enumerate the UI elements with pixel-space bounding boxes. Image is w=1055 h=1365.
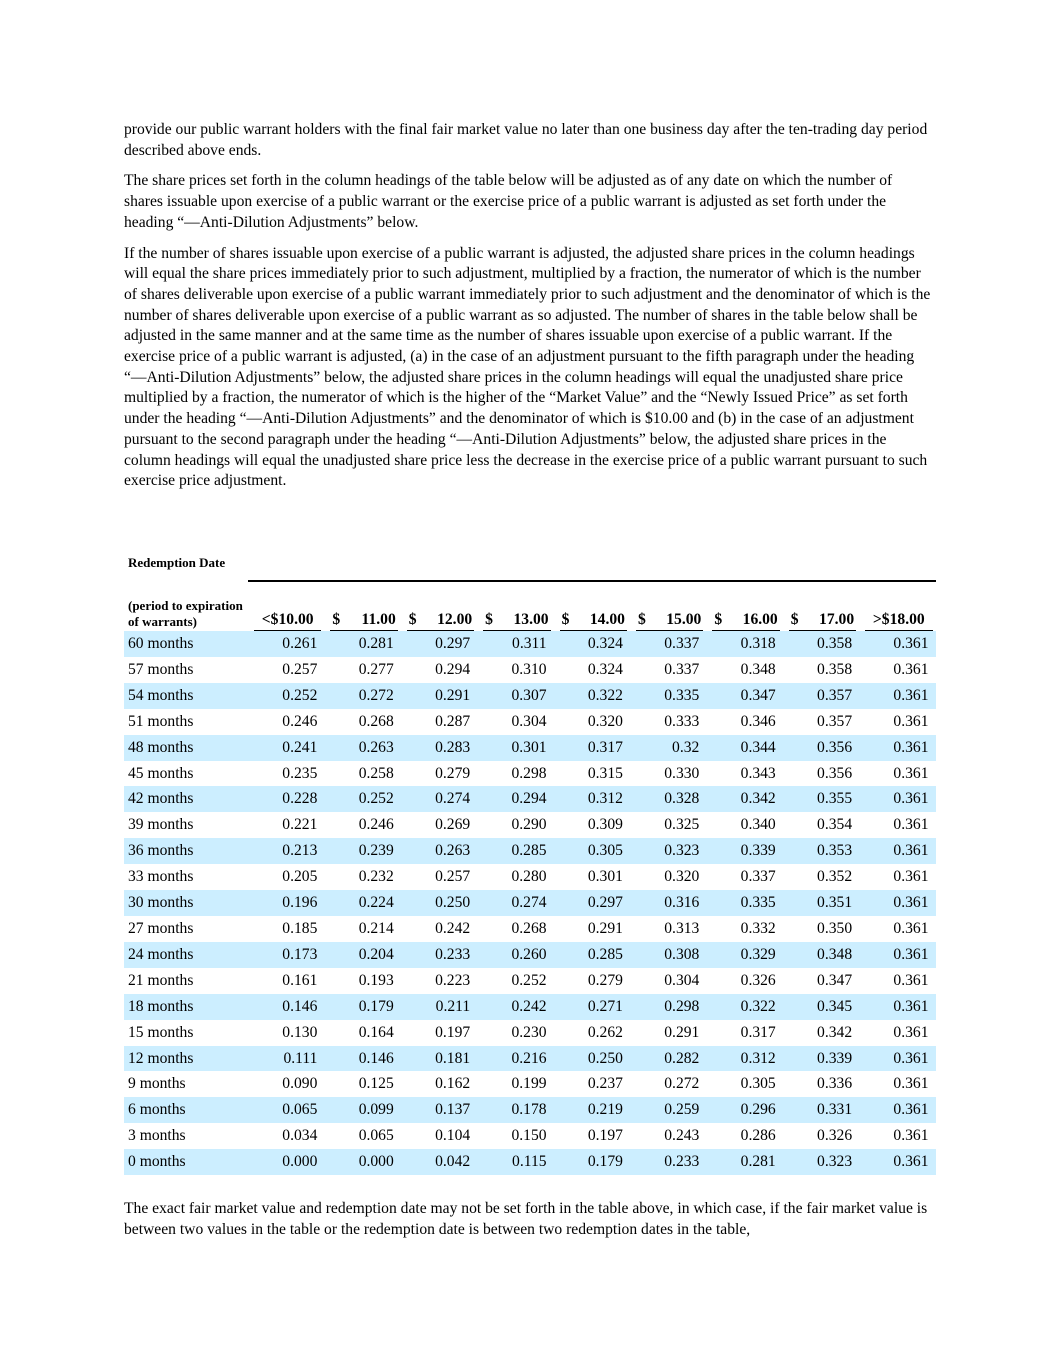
value-cell: 0.250 (401, 890, 477, 916)
value-cell: 0.361 (893, 868, 929, 886)
price-header-0 (248, 581, 324, 631)
value-cell: 0.179 (324, 994, 400, 1020)
table-row (124, 1071, 936, 1097)
redemption-date-cell: 24 months (124, 942, 248, 968)
header-top-row (124, 553, 936, 581)
redemption-date-cell: 51 months (128, 712, 194, 730)
price-amount: 15.00 (666, 611, 702, 628)
value-cell: 0.286 (740, 1127, 776, 1145)
value-cell: 0.310 (511, 660, 547, 678)
value-cell: 0.221 (282, 816, 318, 834)
value-cell: 0.301 (477, 735, 553, 761)
value-cell: 0.252 (324, 786, 400, 812)
value-cell: 0.246 (358, 816, 394, 834)
value-cell: 0.285 (477, 838, 553, 864)
redemption-date-cell: 48 months (124, 735, 248, 761)
value-cell: 0.277 (358, 660, 394, 678)
value-cell: 0.173 (248, 942, 324, 968)
table-row (124, 890, 936, 916)
value-cell: 0.000 (324, 1149, 400, 1175)
value-cell: 0.280 (511, 868, 547, 886)
redemption-date-cell: 42 months (124, 786, 248, 812)
value-cell: 0.246 (282, 712, 318, 730)
value-cell: 0.193 (358, 971, 394, 989)
value-cell: 0.323 (630, 838, 706, 864)
value-cell: 0.331 (783, 1097, 859, 1123)
document-body (124, 120, 932, 502)
value-cell: 0.161 (282, 971, 318, 989)
value-cell: 0.345 (783, 994, 859, 1020)
value-cell: 0.297 (401, 631, 477, 657)
value-cell: 0.252 (248, 683, 324, 709)
value-cell: 0.339 (706, 838, 782, 864)
value-cell: 0.281 (324, 631, 400, 657)
value-cell: 0.305 (554, 838, 630, 864)
table-row (124, 1046, 936, 1072)
value-cell: 0.243 (664, 1127, 700, 1145)
value-cell: 0.317 (740, 1023, 776, 1041)
value-cell: 0.279 (587, 971, 623, 989)
value-cell: 0.361 (859, 1149, 935, 1175)
table-row (124, 812, 936, 838)
header-price-row (124, 581, 936, 631)
value-cell: 0.355 (783, 786, 859, 812)
value-cell: 0.301 (587, 868, 623, 886)
value-cell: 0.150 (511, 1127, 547, 1145)
redemption-date-cell: 30 months (124, 890, 248, 916)
value-cell: 0.235 (282, 764, 318, 782)
value-cell: 0.318 (706, 631, 782, 657)
table-row (124, 1149, 936, 1175)
value-cell: 0.233 (401, 942, 477, 968)
value-cell: 0.361 (859, 1046, 935, 1072)
dollar-sign: $ (714, 611, 723, 628)
redemption-date-cell: 36 months (124, 838, 248, 864)
value-cell: 0.197 (587, 1127, 623, 1145)
redemption-date-cell: 54 months (124, 683, 248, 709)
table-row (124, 761, 936, 787)
value-cell: 0.309 (587, 816, 623, 834)
value-cell: 0.205 (282, 868, 318, 886)
value-cell: 0.228 (248, 786, 324, 812)
value-cell: 0.279 (435, 764, 471, 782)
redemption-date-cell: 57 months (128, 660, 194, 678)
price-header-value (560, 611, 627, 631)
price-header-value (789, 611, 856, 631)
value-cell: 0.196 (248, 890, 324, 916)
price-amount: <$10.00 (261, 611, 314, 628)
value-cell: 0.042 (401, 1149, 477, 1175)
value-cell: 0.361 (893, 660, 929, 678)
value-cell: 0.034 (282, 1127, 318, 1145)
value-cell: 0.358 (817, 660, 853, 678)
value-cell: 0.342 (817, 1023, 853, 1041)
value-cell: 0.130 (282, 1023, 318, 1041)
redemption-date-cell: 15 months (128, 1023, 194, 1041)
value-cell: 0.294 (435, 660, 471, 678)
value-cell: 0.263 (401, 838, 477, 864)
value-cell: 0.361 (859, 786, 935, 812)
closing-paragraph: The exact fair market value and redemption date may not be set forth in the table above, in which case, if the fair market value is between two values in the table or the redemption date is between two redemption dates in the table, (124, 1200, 928, 1238)
value-cell: 0.335 (706, 890, 782, 916)
value-cell: 0.324 (587, 660, 623, 678)
table-row (124, 942, 936, 968)
price-amount: 11.00 (361, 611, 396, 628)
redemption-date-cell: 33 months (128, 868, 194, 886)
value-cell: 0.281 (706, 1149, 782, 1175)
value-cell: 0.250 (554, 1046, 630, 1072)
paragraph-2: The share prices set forth in the column headings of the table below will be adjusted as of any date on which the number of shares issuable upon exercise of a public warrant or the exercise price of a public warrant is adjusted as set forth under the heading “—Anti-Dilution Adjustments” below. (124, 172, 893, 231)
value-cell: 0.313 (664, 919, 700, 937)
value-cell: 0.361 (859, 735, 935, 761)
value-cell: 0.312 (706, 1046, 782, 1072)
value-cell: 0.241 (248, 735, 324, 761)
value-cell: 0.164 (358, 1023, 394, 1041)
value-cell: 0.357 (783, 683, 859, 709)
price-header-value (483, 611, 550, 631)
value-cell: 0.104 (435, 1127, 471, 1145)
table-body (124, 631, 936, 1175)
value-cell: 0.242 (435, 919, 471, 937)
value-cell: 0.326 (740, 971, 776, 989)
table-row (124, 657, 936, 683)
value-cell: 0.361 (893, 1127, 929, 1145)
table-row (124, 631, 936, 657)
price-amount: 14.00 (589, 611, 625, 628)
value-cell: 0.283 (401, 735, 477, 761)
value-cell: 0.353 (783, 838, 859, 864)
value-cell: 0.361 (893, 712, 929, 730)
dollar-sign: $ (790, 611, 799, 628)
dollar-sign: $ (561, 611, 570, 628)
value-cell: 0.361 (859, 942, 935, 968)
value-cell: 0.316 (630, 890, 706, 916)
value-cell: 0.308 (630, 942, 706, 968)
value-cell: 0.233 (630, 1149, 706, 1175)
value-cell: 0.324 (554, 631, 630, 657)
value-cell: 0.336 (817, 1075, 853, 1093)
value-cell: 0.065 (248, 1097, 324, 1123)
table-row (124, 786, 936, 812)
dollar-sign: $ (332, 611, 341, 628)
value-cell: 0.304 (664, 971, 700, 989)
value-cell: 0.358 (783, 631, 859, 657)
value-cell: 0.339 (783, 1046, 859, 1072)
value-cell: 0.125 (358, 1075, 394, 1093)
paragraph-3: If the number of shares issuable upon exercise of a public warrant is adjusted, the adjusted share prices in the column headings will equal the share prices immediately prior to such adjustment, multiplied by a fraction, the numerator of which is the number of shares deliverable upon exercise of a public warrant immediately prior to such adjustment and the denominator of which is the number of shares deliverable upon exercise of a public warrant as so adjusted. The number of shares in the table below shall be adjusted in the same manner and at the same time as the number of shares issuable upon exercise of a public warrant. If the exercise price of a public warrant is adjusted, (a) in the case of an adjustment pursuant to the fifth paragraph under the heading “—Anti-Dilution Adjustments” below, the adjusted share prices in the column headings will equal the unadjusted share price multiplied by a fraction, the numerator of which is the higher of the “Market Value” and the “Newly Issued Price” as set forth under the heading “—Anti-Dilution Adjustments” and the denominator of which is $10.00 and (b) in the case of an adjustment pursuant to the second paragraph under the heading “—Anti-Dilution Adjustments” below, the adjusted share prices in the column headings will equal the unadjusted share price less the decrease in the exercise price of a public warrant pursuant to such exercise price adjustment. (124, 244, 931, 490)
value-cell: 0.272 (324, 683, 400, 709)
value-cell: 0.361 (893, 1023, 929, 1041)
value-cell: 0.287 (435, 712, 471, 730)
price-amount: 17.00 (819, 611, 855, 628)
value-cell: 0.263 (324, 735, 400, 761)
value-cell: 0.291 (587, 919, 623, 937)
value-cell: 0.361 (893, 764, 929, 782)
value-cell: 0.356 (817, 764, 853, 782)
table-row (124, 1123, 936, 1149)
value-cell: 0.223 (435, 971, 471, 989)
table-row (124, 1020, 936, 1046)
value-cell: 0.065 (358, 1127, 394, 1145)
table-row (124, 994, 936, 1020)
value-cell: 0.361 (893, 919, 929, 937)
value-cell: 0.361 (859, 838, 935, 864)
value-cell: 0.342 (706, 786, 782, 812)
value-cell: 0.199 (511, 1075, 547, 1093)
value-cell: 0.211 (401, 994, 477, 1020)
redemption-date-cell: 0 months (124, 1149, 248, 1175)
value-cell: 0.137 (401, 1097, 477, 1123)
value-cell: 0.224 (324, 890, 400, 916)
redemption-date-cell: 3 months (128, 1127, 186, 1145)
value-cell: 0.259 (630, 1097, 706, 1123)
value-cell: 0.351 (783, 890, 859, 916)
redemption-date-cell: 39 months (128, 816, 194, 834)
redemption-date-cell: 18 months (124, 994, 248, 1020)
price-header-3 (477, 581, 553, 631)
value-cell: 0.257 (435, 868, 471, 886)
value-cell: 0.291 (401, 683, 477, 709)
table-row (124, 838, 936, 864)
table-row (124, 1097, 936, 1123)
redemption-date-cell: 6 months (124, 1097, 248, 1123)
value-cell: 0.361 (859, 631, 935, 657)
redemption-date-cell: 21 months (128, 971, 194, 989)
dollar-sign: $ (485, 611, 493, 628)
value-cell: 0.197 (435, 1023, 471, 1041)
value-cell: 0.213 (248, 838, 324, 864)
value-cell: 0.325 (664, 816, 700, 834)
price-header-8 (859, 581, 935, 631)
value-cell: 0.268 (358, 712, 394, 730)
redemption-date-cell: 27 months (128, 919, 194, 937)
price-header-value (865, 611, 932, 631)
table-row (124, 968, 936, 994)
redemption-date-cell: 9 months (128, 1075, 186, 1093)
value-cell: 0.237 (587, 1075, 623, 1093)
value-cell: 0.361 (859, 683, 935, 709)
value-cell: 0.214 (358, 919, 394, 937)
price-header-7 (783, 581, 859, 631)
value-cell: 0.312 (554, 786, 630, 812)
value-cell: 0.282 (630, 1046, 706, 1072)
header-label-sub: (period to expiration of warrants) (128, 598, 243, 629)
table-row (124, 683, 936, 709)
value-cell: 0.348 (740, 660, 776, 678)
dollar-sign: $ (408, 611, 417, 628)
value-cell: 0.330 (664, 764, 700, 782)
value-cell: 0.099 (324, 1097, 400, 1123)
value-cell: 0.361 (893, 1075, 929, 1093)
redemption-date-cell: 12 months (124, 1046, 248, 1072)
value-cell: 0.230 (511, 1023, 547, 1041)
value-cell: 0.361 (859, 1097, 935, 1123)
price-header-value (636, 611, 703, 631)
value-cell: 0.262 (587, 1023, 623, 1041)
price-header-2 (401, 581, 477, 631)
value-cell: 0.361 (859, 994, 935, 1020)
value-cell: 0.332 (740, 919, 776, 937)
redemption-date-cell: 45 months (128, 764, 194, 782)
redemption-date-cell: 60 months (124, 631, 248, 657)
value-cell: 0.348 (783, 942, 859, 968)
value-cell: 0.343 (740, 764, 776, 782)
value-cell: 0.344 (706, 735, 782, 761)
value-cell: 0.242 (477, 994, 553, 1020)
value-cell: 0.32 (630, 735, 706, 761)
value-cell: 0.257 (282, 660, 318, 678)
price-header-value (330, 611, 397, 631)
table-row (124, 916, 936, 942)
value-cell: 0.354 (817, 816, 853, 834)
value-cell: 0.361 (893, 816, 929, 834)
value-cell: 0.337 (664, 660, 700, 678)
value-cell: 0.322 (706, 994, 782, 1020)
value-cell: 0.305 (740, 1075, 776, 1093)
value-cell: 0.261 (248, 631, 324, 657)
value-cell: 0.252 (511, 971, 547, 989)
value-cell: 0.216 (477, 1046, 553, 1072)
value-cell: 0.340 (740, 816, 776, 834)
value-cell: 0.115 (477, 1149, 553, 1175)
price-header-5 (630, 581, 706, 631)
value-cell: 0.326 (817, 1127, 853, 1145)
value-cell: 0.335 (630, 683, 706, 709)
value-cell: 0.274 (477, 890, 553, 916)
value-cell: 0.090 (282, 1075, 318, 1093)
price-header-1 (324, 581, 400, 631)
value-cell: 0.298 (511, 764, 547, 782)
value-cell: 0.356 (783, 735, 859, 761)
price-header-6 (706, 581, 782, 631)
value-cell: 0.357 (817, 712, 853, 730)
table-row (124, 864, 936, 890)
value-cell: 0.337 (630, 631, 706, 657)
price-amount: 13.00 (513, 611, 549, 628)
value-cell: 0.290 (511, 816, 547, 834)
price-amount: >$18.00 (872, 611, 925, 628)
value-cell: 0.274 (401, 786, 477, 812)
value-cell: 0.337 (740, 868, 776, 886)
paragraph-1: provide our public warrant holders with the final fair market value no later than one business day after the ten-trading day period described above ends. (124, 121, 928, 159)
price-amount: 12.00 (437, 611, 473, 628)
value-cell: 0.320 (587, 712, 623, 730)
table-row (124, 709, 936, 735)
value-cell: 0.146 (324, 1046, 400, 1072)
value-cell: 0.291 (664, 1023, 700, 1041)
value-cell: 0.297 (554, 890, 630, 916)
redemption-table (124, 553, 936, 1175)
price-header-value (254, 611, 321, 631)
value-cell: 0.179 (554, 1149, 630, 1175)
header-rule (248, 553, 936, 581)
price-header-4 (554, 581, 630, 631)
value-cell: 0.272 (664, 1075, 700, 1093)
dollar-sign: $ (637, 611, 646, 628)
value-cell: 0.162 (435, 1075, 471, 1093)
value-cell: 0.285 (554, 942, 630, 968)
value-cell: 0.320 (664, 868, 700, 886)
value-cell: 0.185 (282, 919, 318, 937)
price-amount: 16.00 (742, 611, 778, 628)
value-cell: 0.204 (324, 942, 400, 968)
value-cell: 0.178 (477, 1097, 553, 1123)
value-cell: 0.000 (248, 1149, 324, 1175)
value-cell: 0.315 (587, 764, 623, 782)
value-cell: 0.323 (783, 1149, 859, 1175)
value-cell: 0.361 (893, 971, 929, 989)
header-label-top: Redemption Date (128, 555, 226, 570)
value-cell: 0.111 (248, 1046, 324, 1072)
value-cell: 0.294 (477, 786, 553, 812)
value-cell: 0.329 (706, 942, 782, 968)
value-cell: 0.347 (817, 971, 853, 989)
value-cell: 0.258 (358, 764, 394, 782)
value-cell: 0.268 (511, 919, 547, 937)
value-cell: 0.350 (817, 919, 853, 937)
value-cell: 0.271 (554, 994, 630, 1020)
value-cell: 0.346 (740, 712, 776, 730)
value-cell: 0.296 (706, 1097, 782, 1123)
value-cell: 0.269 (435, 816, 471, 834)
price-header-value (407, 611, 474, 631)
value-cell: 0.304 (511, 712, 547, 730)
value-cell: 0.146 (248, 994, 324, 1020)
value-cell: 0.311 (477, 631, 553, 657)
value-cell: 0.307 (477, 683, 553, 709)
value-cell: 0.260 (477, 942, 553, 968)
value-cell: 0.298 (630, 994, 706, 1020)
table-row (124, 735, 936, 761)
value-cell: 0.333 (664, 712, 700, 730)
value-cell: 0.347 (706, 683, 782, 709)
redemption-table-container (124, 553, 932, 1175)
value-cell: 0.219 (554, 1097, 630, 1123)
value-cell: 0.317 (554, 735, 630, 761)
price-header-value (712, 611, 779, 631)
value-cell: 0.361 (859, 890, 935, 916)
value-cell: 0.181 (401, 1046, 477, 1072)
value-cell: 0.322 (554, 683, 630, 709)
value-cell: 0.232 (358, 868, 394, 886)
value-cell: 0.239 (324, 838, 400, 864)
value-cell: 0.328 (630, 786, 706, 812)
value-cell: 0.352 (817, 868, 853, 886)
